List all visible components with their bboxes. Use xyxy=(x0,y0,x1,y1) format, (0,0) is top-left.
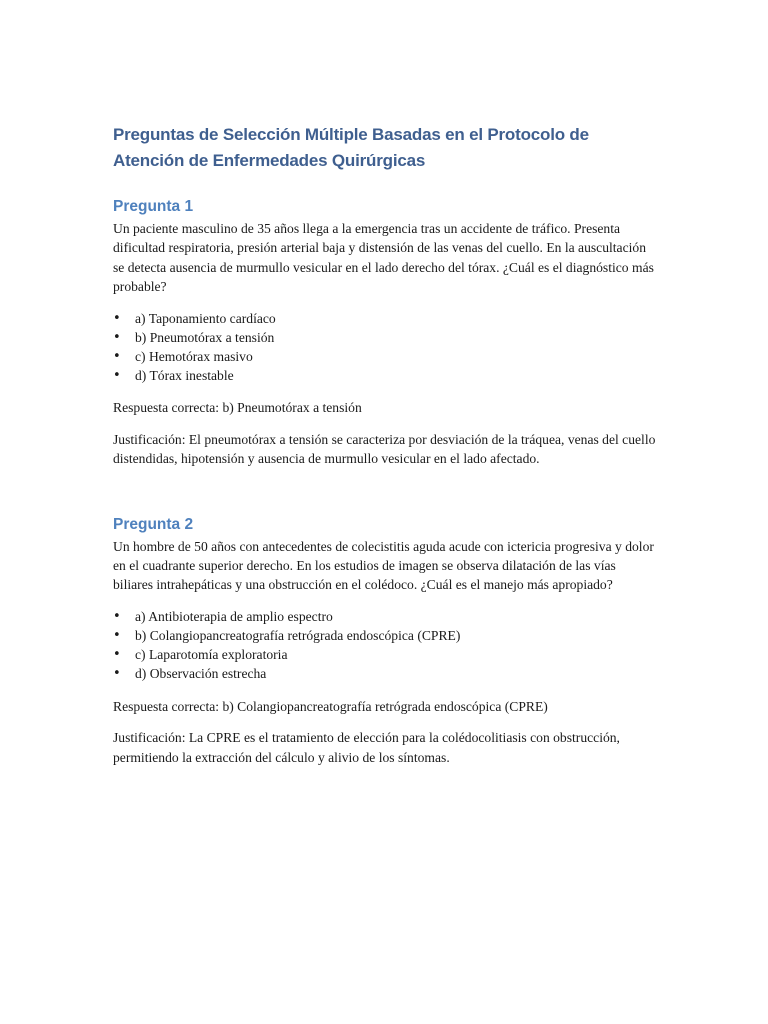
option-item xyxy=(113,328,658,347)
question-2 xyxy=(113,515,658,767)
option-item xyxy=(113,664,658,683)
question-heading: Pregunta 2 xyxy=(113,515,194,533)
option-label: c) Laparotomía exploratoria xyxy=(135,647,288,663)
document-page xyxy=(113,122,658,779)
option-item xyxy=(113,626,658,645)
bullet-icon: • xyxy=(113,329,121,345)
option-label: c) Hemotórax masivo xyxy=(135,349,253,365)
bullet-icon: • xyxy=(113,647,121,663)
option-label: d) Observación estrecha xyxy=(135,666,267,682)
bullet-icon: • xyxy=(113,628,121,644)
options-list xyxy=(113,607,658,684)
justification: Justificación: El pneumotórax a tensión se caracteriza por desviación de la tráquea, venas del cuello distendidas, hipotensión y ausencia de murmullo vesicular en el lado afectado. xyxy=(113,431,656,467)
question-text: Un paciente masculino de 35 años llega a la emergencia tras un accidente de tráfico. Presenta dificultad respiratoria, presión arterial baja y distensión de las venas del cuello. En la auscultación se detecta ausencia de murmullo vesicular en el lado derecho del tórax. ¿Cuál es el diagnóstico más probable? xyxy=(113,221,654,295)
correct-answer: Respuesta correcta: b) Pneumotórax a tensión xyxy=(113,400,362,416)
options-list xyxy=(113,309,658,386)
section-spacer xyxy=(113,481,658,515)
bullet-icon: • xyxy=(113,349,121,365)
option-label: a) Antibioterapia de amplio espectro xyxy=(135,608,333,624)
question-heading: Pregunta 1 xyxy=(113,198,194,215)
option-item xyxy=(113,607,658,626)
option-item xyxy=(113,645,658,664)
document-title: Preguntas de Selección Múltiple Basadas en el Protocolo de Atención de Enfermedades Quirúrgicas xyxy=(113,125,589,170)
option-label: b) Pneumotórax a tensión xyxy=(135,329,275,345)
question-1 xyxy=(113,197,658,469)
option-label: a) Taponamiento cardíaco xyxy=(135,310,276,326)
bullet-icon: • xyxy=(113,310,121,326)
option-label: b) Colangiopancreatografía retrógrada endoscópica (CPRE) xyxy=(135,628,461,644)
question-text: Un hombre de 50 años con antecedentes de colecistitis aguda acude con ictericia progresiva y dolor en el cuadrante superior derecho. En los estudios de imagen se observa dilatación de las vías biliares intrahepáticas y una obstrucción en el colédoco. ¿Cuál es el manejo más apropiado? xyxy=(113,538,654,593)
bullet-icon: • xyxy=(113,666,121,682)
option-item xyxy=(113,347,658,366)
option-item xyxy=(113,366,658,385)
bullet-icon: • xyxy=(113,368,121,384)
bullet-icon: • xyxy=(113,608,121,624)
option-label: d) Tórax inestable xyxy=(135,368,234,384)
justification: Justificación: La CPRE es el tratamiento de elección para la colédocolitiasis con obstrucción, permitiendo la extracción del cálculo y alivio de los síntomas. xyxy=(113,730,620,765)
correct-answer: Respuesta correcta: b) Colangiopancreatografía retrógrada endoscópica (CPRE) xyxy=(113,698,548,714)
option-item xyxy=(113,309,658,328)
